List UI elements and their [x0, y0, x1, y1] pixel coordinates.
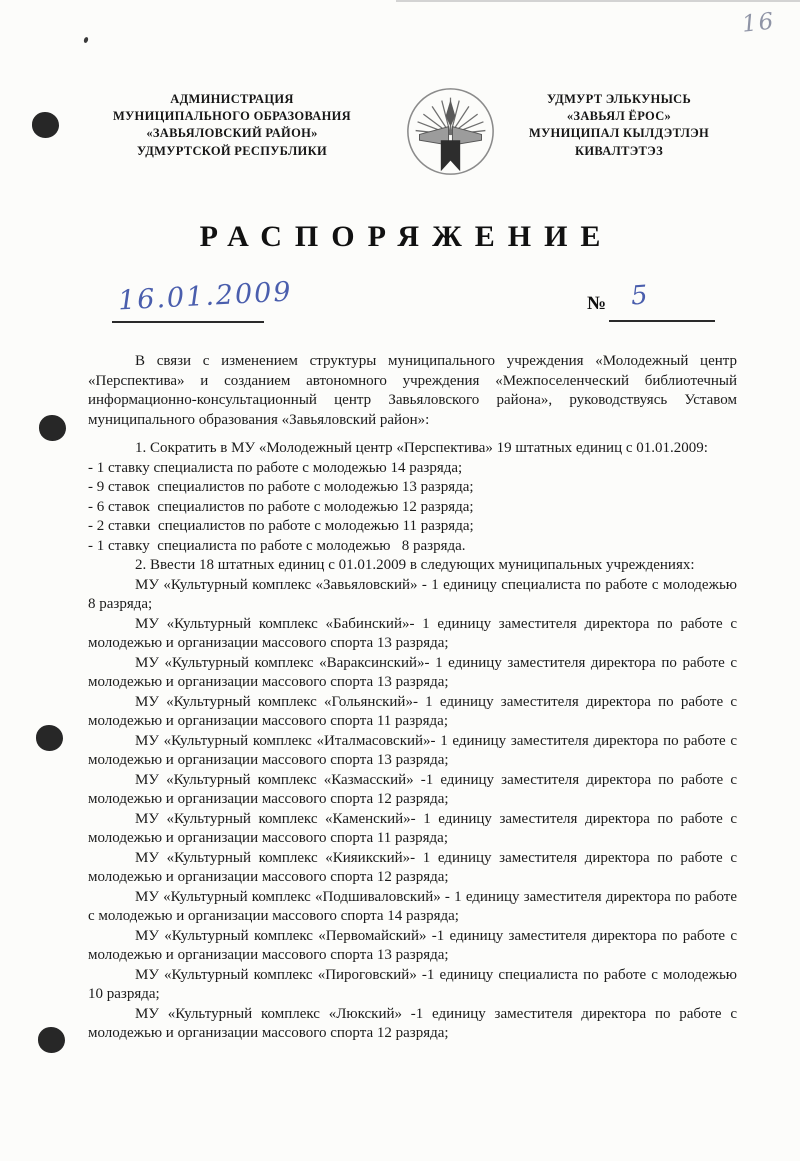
issuer-line: КИВАЛТЭТЭЗ — [574, 143, 664, 158]
number-field — [609, 281, 715, 322]
issuer-line: УДМУРТСКОЙ РЕСПУБЛИКИ — [137, 143, 327, 158]
item1-subitem: - 6 ставок специалистов по работе с молодежью 12 разряда; — [88, 498, 474, 515]
item2-entry: МУ «Культурный комплекс «Бабинский»- 1 единицу заместителя директора по работе с молодежью и организации массового спорта 13 разряда; — [88, 615, 737, 651]
item1-subitem: - 1 ставку специалиста по работе с молодежью 14 разряда; — [88, 459, 463, 476]
district-emblem-icon — [404, 86, 497, 179]
document-title: РАСПОРЯЖЕНИЕ — [199, 220, 614, 253]
item1-heading: 1. Сократить в МУ «Молодежный центр «Перспектива» 19 штатных единиц с 01.01.2009: — [135, 440, 708, 456]
item2-entry: МУ «Культурный комплекс «Италмасовский»- 1 единицу заместителя директора по работе с молодежью и организации массового спорта 13 разряда; — [88, 732, 737, 768]
item2-entry: МУ «Культурный комплекс «Гольянский»- 1 единицу заместителя директора по работе с молодежью и организации массового спорта 11 разряда; — [88, 693, 737, 729]
item2-entry: МУ «Культурный комплекс «Каменский»- 1 единицу заместителя директора по работе с молодежью и организации массового спорта 11 разряда; — [88, 810, 737, 846]
item2-entry: МУ «Культурный комплекс «Вараксинский»- 1 единицу заместителя директора по работе с молодежью и организации массового спорта 13 разряда; — [88, 654, 737, 690]
item2-entry: МУ «Культурный комплекс «Казмасский» -1 единицу заместителя директора по работе с молодежью и организации массового спорта 12 разряда; — [88, 771, 737, 807]
binder-hole-mark — [38, 1027, 65, 1053]
date-field — [112, 276, 294, 323]
binder-hole-mark — [36, 725, 63, 751]
binder-hole-mark — [39, 415, 66, 441]
item1-subitem: - 9 ставок специалистов по работе с молодежью 13 разряда; — [88, 479, 474, 495]
issuer-line: УДМУРТ ЭЛЬКУНЫСЬ — [546, 92, 692, 106]
item2-entry: МУ «Культурный комплекс «Завьяловский» - 1 единицу специалиста по работе с молодежью 8 разряда; — [88, 576, 737, 612]
issuer-line: «ЗАВЬЯЛ ЁРОС» — [566, 109, 672, 124]
item1-subitem: - 2 ставки специалистов по работе с молодежью 11 разряда; — [88, 518, 474, 534]
item2-entry: МУ «Культурный комплекс «Люкский» -1 единицу заместителя директора по работе с молодежью и организации массового спорта 12 разряда; — [88, 1005, 737, 1041]
ink-speck — [83, 36, 89, 43]
handwritten-date: 16.01.2009 — [117, 276, 294, 317]
issuer-line: МУНИЦИПАЛ КЫЛДЭТЛЭН — [528, 126, 710, 141]
issuer-line: МУНИЦИПАЛЬНОГО ОБРАЗОВАНИЯ — [112, 109, 352, 124]
item1-subitem: - 1 ставку специалиста по работе с молодежью 8 разряда. — [88, 537, 466, 554]
item2-entry: МУ «Культурный комплекс «Первомайский» -1 единицу заместителя директора по работе с молодежью и организации массового спорта 13 разряда; — [88, 927, 737, 963]
scan-edge-artifact — [396, 0, 800, 2]
binder-hole-mark — [32, 112, 59, 138]
issuer-name-russian — [93, 91, 371, 160]
handwritten-number: 5 — [629, 280, 649, 312]
handwritten-page-number: 16 — [740, 8, 777, 38]
item2-entry: МУ «Культурный комплекс «Пироговский» -1 единицу специалиста по работе с молодежью 10 разряда; — [88, 966, 737, 1002]
issuer-line: «ЗАВЬЯЛОВСКИЙ РАЙОН» — [146, 126, 318, 141]
number-label: № — [587, 293, 607, 314]
item2-entry: МУ «Культурный комплекс «Кияикский»- 1 единицу заместителя директора по работе с молодежью и организации массового спорта 12 разряда; — [88, 849, 737, 885]
item2-entry: МУ «Культурный комплекс «Подшиваловский» - 1 единицу заместителя директора по работе с молодежью и организации массового спорта 14 разряда; — [88, 888, 737, 924]
item2-heading: 2. Ввести 18 штатных единиц с 01.01.2009 в следующих муниципальных учреждениях: — [135, 557, 695, 573]
issuer-line: АДМИНИСТРАЦИЯ — [170, 92, 294, 106]
intro-paragraph: В связи с изменением структуры муниципального учреждения «Молодежный центр «Перспектива» и созданием автономного учреждения «Межпоселенческий библиотечный информационно-консультационный центр Завьяловского района», руководствуясь Уставом муниципального образования «Завьяловский район»: — [88, 353, 737, 428]
document-body — [88, 352, 737, 1044]
issuer-name-udmurt — [500, 91, 738, 160]
